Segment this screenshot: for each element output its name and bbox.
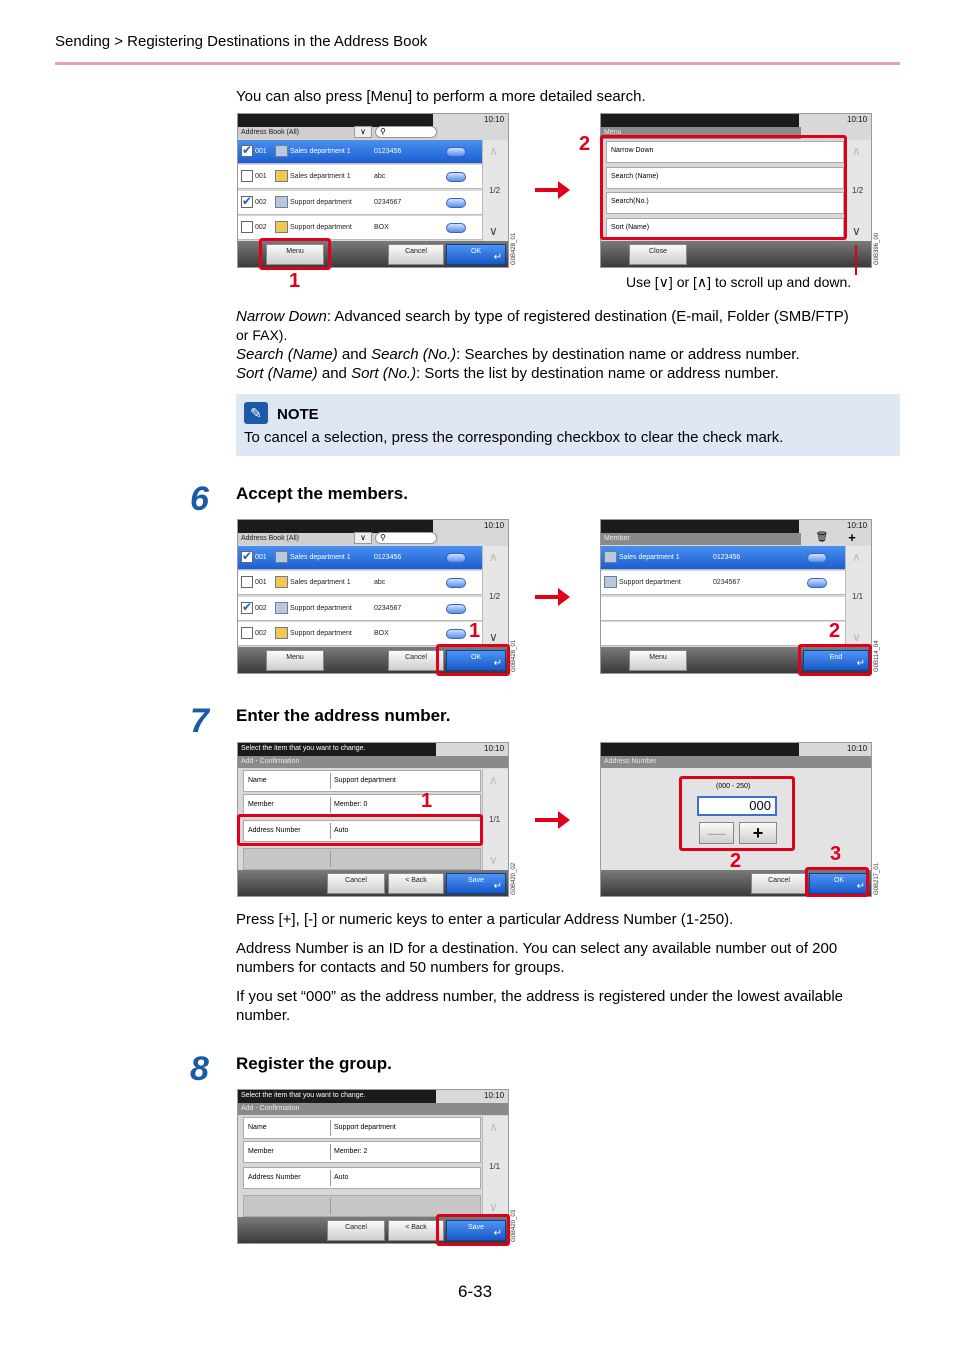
callout-2: 2 xyxy=(829,620,841,642)
address-book-title: Address Book (All) xyxy=(238,127,438,139)
ok-button[interactable]: OK ↵ xyxy=(446,650,506,671)
cancel-button[interactable]: Cancel xyxy=(388,650,444,671)
callout-2: 2 xyxy=(730,850,742,872)
prompt-text: Select the item that you want to change. xyxy=(238,1090,436,1103)
field-member[interactable]: Member Member: 0 xyxy=(243,794,481,816)
callout-1: 1 xyxy=(289,270,301,292)
scroll-up-icon[interactable]: ∧ xyxy=(489,1120,498,1134)
callout-1: 1 xyxy=(469,620,481,642)
member-title: Member xyxy=(601,533,801,545)
detail-button[interactable] xyxy=(446,172,466,182)
step-number: 6 xyxy=(190,480,209,518)
highlight-save xyxy=(436,1214,510,1246)
checkbox[interactable] xyxy=(241,196,253,208)
highlight-end xyxy=(798,644,872,676)
contact-icon xyxy=(604,551,617,563)
highlight-ok xyxy=(436,644,510,676)
contact-icon xyxy=(275,551,288,563)
group-icon xyxy=(275,627,288,639)
arrow-right xyxy=(535,595,560,599)
callout-2: 2 xyxy=(579,133,591,155)
address-number-title: Address Number xyxy=(601,756,872,768)
scrollbar[interactable] xyxy=(482,546,508,648)
save-button[interactable]: Save ↵ xyxy=(446,873,506,894)
list-item[interactable]: 002 Support department BOX xyxy=(238,216,482,240)
group-icon xyxy=(275,576,288,588)
desc-line-2: Search (Name) and Search (No.): Searches by destination name or address number. xyxy=(236,346,800,363)
clock: 10:10 xyxy=(847,521,868,530)
intro-text: You can also press [Menu] to perform a more detailed search. xyxy=(236,88,646,105)
checkbox[interactable] xyxy=(241,221,253,233)
cancel-button[interactable]: Cancel xyxy=(327,1220,385,1241)
note-text: To cancel a selection, press the corresponding checkbox to clear the check mark. xyxy=(244,429,784,446)
list-item[interactable]: 001 Sales department 1 abc xyxy=(238,571,482,595)
note-title: NOTE xyxy=(277,406,319,423)
highlight-menu xyxy=(259,238,331,270)
desc-line-3: Sort (Name) and Sort (No.): Sorts the list by destination name or address number. xyxy=(236,365,779,382)
field-name[interactable]: Name Support department xyxy=(243,770,481,792)
scrollbar[interactable] xyxy=(482,1116,508,1218)
ok-button[interactable]: OK ↵ xyxy=(446,244,506,265)
detail-button[interactable] xyxy=(446,604,466,614)
scroll-down-icon[interactable]: ∨ xyxy=(489,1200,498,1214)
page-indicator: 1/2 xyxy=(489,186,501,195)
clock: 10:10 xyxy=(847,744,868,753)
scroll-down-icon[interactable]: ∨ xyxy=(852,224,861,238)
desc-line-1b: or FAX). xyxy=(236,327,288,343)
page-indicator: 1/1 xyxy=(489,1162,501,1171)
scroll-down-icon[interactable]: ∨ xyxy=(489,630,498,644)
scrollbar[interactable] xyxy=(482,769,508,871)
scroll-down-icon[interactable]: ∨ xyxy=(489,224,498,238)
step7-para-3a: If you set “000” as the address number, the address is registered under the lowest available xyxy=(236,988,844,1005)
clock: 10:10 xyxy=(484,521,505,530)
highlight-address-number xyxy=(237,814,483,846)
prompt-text: Select the item that you want to change. xyxy=(238,743,436,756)
step-title: Accept the members. xyxy=(236,484,408,503)
field-address-number[interactable]: Address Number Auto xyxy=(243,820,481,842)
field-member[interactable]: Member Member: 2 xyxy=(243,1141,481,1163)
scroll-down-icon[interactable]: ∨ xyxy=(852,630,861,644)
menu-title: Menu xyxy=(601,127,801,139)
figure-code: G0B114_04 xyxy=(874,640,880,672)
highlight-number-entry xyxy=(679,776,795,851)
step7-para-1: Press [+], [-] or numeric keys to enter a particular Address Number (1-250). xyxy=(236,911,734,928)
detail-button[interactable] xyxy=(446,553,466,563)
note-box xyxy=(236,394,900,456)
page-indicator: 1/1 xyxy=(489,815,501,824)
step7-para-2a: Address Number is an ID for a destination. You can select any available number out of 200 xyxy=(236,940,838,957)
menu-item-search-no[interactable]: Search(No.) xyxy=(606,192,844,214)
step-number: 8 xyxy=(190,1050,209,1088)
checkbox[interactable] xyxy=(241,145,253,157)
plus-button[interactable]: + xyxy=(739,822,777,844)
end-button[interactable]: End ↵ xyxy=(803,650,869,671)
scroll-up-icon[interactable]: ∧ xyxy=(852,144,861,158)
scroll-down-icon[interactable]: ∨ xyxy=(489,853,498,867)
field-address-number[interactable]: Address Number Auto xyxy=(243,1167,481,1189)
scroll-up-icon[interactable]: ∧ xyxy=(489,144,498,158)
list-item[interactable]: ✔ 001 Sales department 1 0123456 xyxy=(238,140,482,164)
step7-para-3b: number. xyxy=(236,1007,291,1024)
header-rule xyxy=(55,62,900,65)
checkbox[interactable] xyxy=(241,551,253,563)
back-button[interactable]: < Back xyxy=(388,873,444,894)
add-icon[interactable]: + xyxy=(848,530,856,545)
page-indicator: 1/2 xyxy=(489,592,501,601)
scroll-hint: Use [∨] or [∧] to scroll up and down. xyxy=(626,274,852,290)
detail-button[interactable] xyxy=(807,578,827,588)
checkbox[interactable] xyxy=(241,170,253,182)
detail-button[interactable] xyxy=(446,629,466,639)
search-icon[interactable]: ⚲ xyxy=(375,126,437,138)
address-number-input[interactable]: 000 xyxy=(697,796,777,816)
filter-icon[interactable]: ∨ xyxy=(354,126,372,138)
scroll-up-icon[interactable]: ∧ xyxy=(852,550,861,564)
scrollbar[interactable] xyxy=(845,140,871,242)
detail-button[interactable] xyxy=(446,198,466,208)
detail-button[interactable] xyxy=(446,578,466,588)
list-item[interactable]: ✔ 002 Support department 0234567 xyxy=(238,191,482,215)
clock: 10:10 xyxy=(484,1091,505,1100)
step7-para-2b: numbers for contacts and 50 numbers for groups. xyxy=(236,959,565,976)
clock: 10:10 xyxy=(484,115,505,124)
group-icon xyxy=(275,221,288,233)
list-item[interactable]: Support department 0234567 xyxy=(601,571,845,595)
figure-code: G0B420_03 xyxy=(511,1209,517,1242)
close-button[interactable]: Close xyxy=(629,244,687,265)
page-indicator: 1/1 xyxy=(852,592,864,601)
clock: 10:10 xyxy=(847,115,868,124)
step-title: Register the group. xyxy=(236,1054,392,1073)
menu-item-sort-name[interactable]: Sort (Name) xyxy=(606,218,844,240)
scrollbar[interactable] xyxy=(845,546,871,648)
detail-button[interactable] xyxy=(446,147,466,157)
save-button[interactable]: Save ↵ xyxy=(446,1220,506,1241)
note-icon: ✎ xyxy=(244,402,268,424)
figure-code: G0B217_01 xyxy=(874,862,880,895)
list-item[interactable]: ✔ 002 Support department 0234567 xyxy=(238,597,482,621)
trash-icon[interactable]: 🗑 xyxy=(815,532,829,543)
list-item-empty xyxy=(601,597,845,621)
list-item-empty xyxy=(601,622,845,646)
range-label: (000 - 250) xyxy=(716,783,751,790)
callout-3: 3 xyxy=(830,843,842,865)
cancel-button[interactable]: Cancel xyxy=(327,873,385,894)
detail-button[interactable] xyxy=(446,223,466,233)
menu-button[interactable]: Menu xyxy=(266,244,324,265)
page-number: 6-33 xyxy=(458,1282,493,1301)
ok-button[interactable]: OK ↵ xyxy=(809,873,869,894)
contact-icon xyxy=(275,602,288,614)
figure-code: G0B420_02 xyxy=(511,862,517,895)
contact-icon xyxy=(275,196,288,208)
list-item[interactable]: 002 Support department BOX xyxy=(238,622,482,646)
checkbox[interactable] xyxy=(241,576,253,588)
highlight-menu-items xyxy=(600,135,847,240)
clock: 10:10 xyxy=(484,744,505,753)
cancel-button[interactable]: Cancel xyxy=(388,244,444,265)
figure-code: G0B428_01 xyxy=(511,232,517,265)
arrow-right xyxy=(535,188,560,192)
arrow-right xyxy=(535,818,560,822)
menu-button[interactable]: Menu xyxy=(629,650,687,671)
contact-icon xyxy=(604,576,617,588)
address-book-title: Address Book (All) xyxy=(238,533,438,545)
breadcrumb: Sending > Registering Destinations in the Address Book xyxy=(55,33,428,50)
back-button[interactable]: < Back xyxy=(388,1220,444,1241)
step-title: Enter the address number. xyxy=(236,706,451,725)
desc-line-1: Narrow Down: Advanced search by type of registered destination (E-mail, Folder (SMB/FTP) xyxy=(236,308,849,325)
group-icon xyxy=(275,170,288,182)
confirm-title: Add - Confirmation xyxy=(238,1103,509,1115)
menu-button[interactable]: Menu xyxy=(266,650,324,671)
list-item[interactable]: Sales department 1 0123456 xyxy=(601,546,845,570)
figure-code: G0B396_00 xyxy=(874,232,880,265)
filter-icon[interactable]: ∨ xyxy=(354,532,372,544)
contact-icon xyxy=(275,145,288,157)
list-item[interactable]: ✔ 001 Sales department 1 0123456 xyxy=(238,546,482,570)
callout-line xyxy=(855,245,857,275)
list-item[interactable]: 001 Sales department 1 abc xyxy=(238,165,482,189)
checkbox[interactable] xyxy=(241,602,253,614)
figure-code: G0B428_01 xyxy=(511,639,517,672)
highlight-ok xyxy=(805,867,869,897)
detail-button[interactable] xyxy=(807,553,827,563)
scroll-up-icon[interactable]: ∧ xyxy=(489,773,498,787)
menu-item-search-name[interactable]: Search (Name) xyxy=(606,167,844,189)
menu-item-narrow-down[interactable]: Narrow Down xyxy=(606,141,844,163)
minus-button[interactable]: — xyxy=(699,822,734,844)
confirm-title: Add - Confirmation xyxy=(238,756,509,768)
step-number: 7 xyxy=(190,702,209,740)
field-empty xyxy=(243,848,481,870)
search-icon[interactable]: ⚲ xyxy=(375,532,437,544)
checkbox[interactable] xyxy=(241,627,253,639)
field-name[interactable]: Name Support department xyxy=(243,1117,481,1139)
scroll-up-icon[interactable]: ∧ xyxy=(489,550,498,564)
page-indicator: 1/2 xyxy=(852,186,864,195)
scrollbar[interactable] xyxy=(482,140,508,242)
cancel-button[interactable]: Cancel xyxy=(751,873,807,894)
callout-1: 1 xyxy=(421,790,433,812)
